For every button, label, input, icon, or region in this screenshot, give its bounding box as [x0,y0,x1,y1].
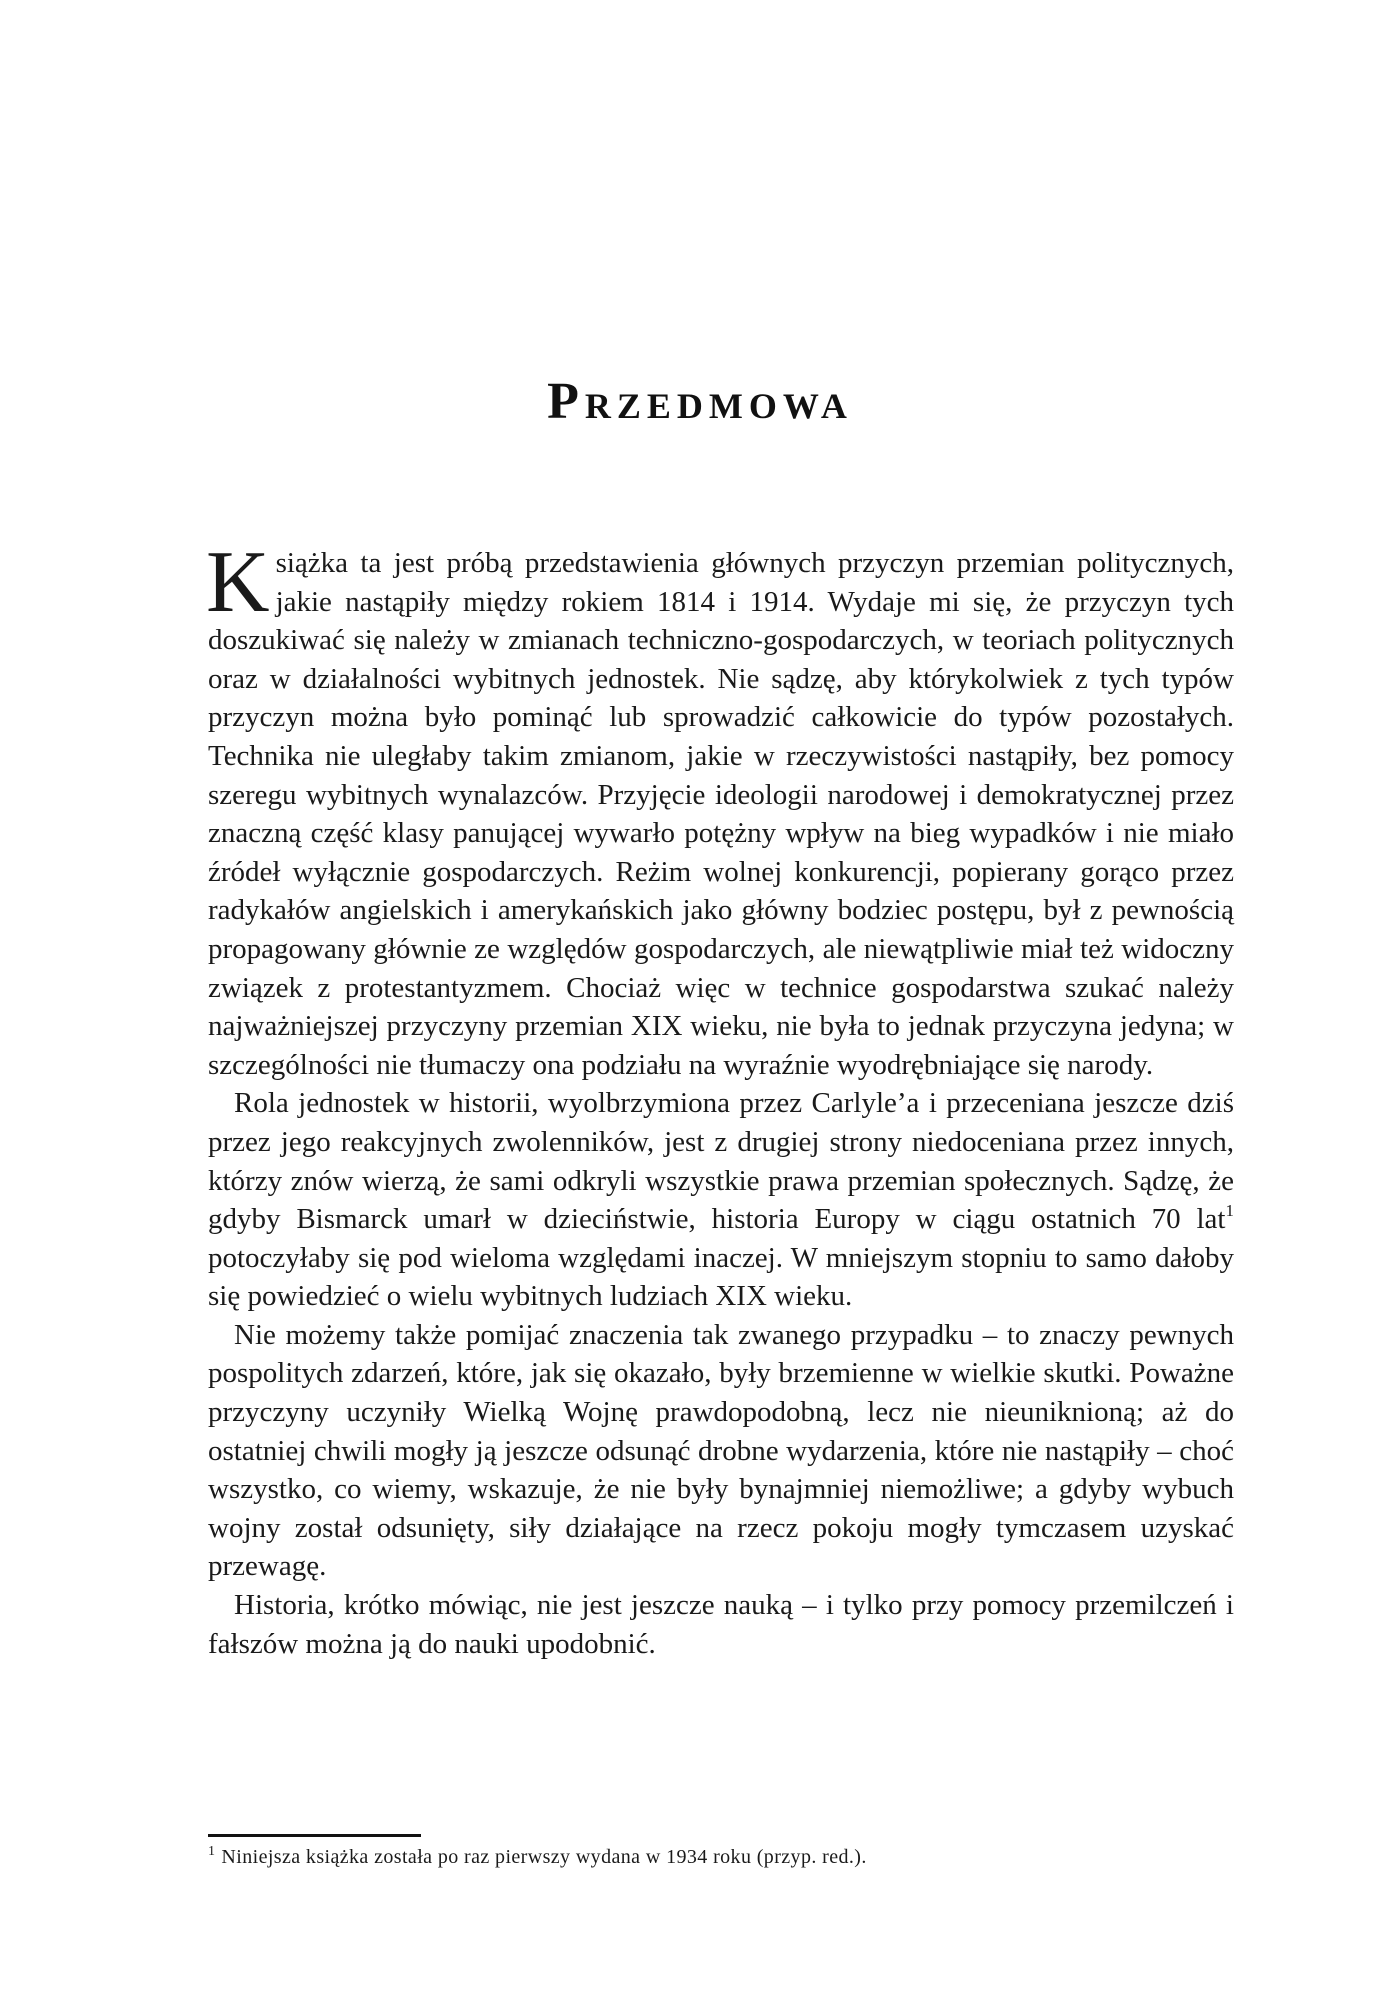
paragraph-2-text-after-note: potoczyłaby się pod wieloma względami inaczej. W mniejszym stopniu to samo dałoby się powiedzieć o wielu wybitnych ludziach XIX wieku. [208,1241,1234,1313]
footnote [208,1843,1234,1871]
drop-cap-letter: K [206,534,270,631]
chapter-body [206,534,1234,1663]
paragraph-2 [208,1084,1234,1316]
paragraph-1 [206,534,1234,1084]
footnote-divider [208,1834,421,1837]
paragraph-1-text: siążka ta jest próbą przedstawienia głównych przyczyn przemian politycznych, jakie nastąpiły między rokiem 1814 i 1914. Wydaje mi się, że przyczyn tych doszukiwać się należy w zmianach techniczno-gospodarczych, w teoriach politycznych oraz w działalności wybitnych jednostek. Nie sądzę, aby którykolwiek z tych typów przyczyn można było pominąć lub sprowadzić całkowicie do typów pozostałych. Technika nie uległaby takim zmianom, jakie w rzeczywistości nastąpiły, bez pomocy szeregu wybitnych wynalazców. Przyjęcie ideologii narodowej i demokratycznej przez znaczną część klasy panującej wywarło potężny wpływ na bieg wypadków i nie miało źródeł wyłącznie gospodarczych. Reżim wolnej konkurencji, popierany gorąco przez radykałów angielskich i amerykańskich jako główny bodziec postępu, był z pewnością propagowany głównie ze względów gospodarczych, ale niewątpliwie miał też widoczny związek z protestantyzmem. Chociaż więc w technice gospodarstwa szukać należy najważniejszej przyczyny przemian XIX wieku, nie była to jednak przyczyna jedyna; w szczególności nie tłumaczy ona podziału na wyraźnie wyodrębniające się narody. [208,547,1234,1081]
footnote-mark: 1 [208,1844,216,1859]
chapter-title: Przedmowa [547,373,853,430]
footnote-reference: 1 [1225,1201,1234,1221]
paragraph-4: Historia, krótko mówiąc, nie jest jeszcze nauką – i tylko przy pomocy przemilczeń i fałszów można ją do nauki upodobnić. [208,1589,1234,1660]
paragraph-3: Nie możemy także pomijać znaczenia tak zwanego przypadku – to znaczy pewnych pospolitych zdarzeń, które, jak się okazało, były brzemienne w wielkie skutki. Poważne przyczyny uczyniły Wielką Wojnę prawdopodobną, lecz nie nieuniknioną; aż do ostatniej chwili mogły ją jeszcze odsunąć drobne wydarzenia, które nie nastąpiły – choć wszystko, co wiemy, wskazuje, że nie były bynajmniej niemożliwe; a gdyby wybuch wojny został odsunięty, siły działające na rzecz pokoju mogły tymczasem uzyskać przewagę. [208,1318,1234,1583]
paragraph-2-text-before-note: Rola jednostek w historii, wyolbrzymiona przez Carlyle’a i przeceniana jeszcze dziś przez jego reakcyjnych zwolenników, jest z drugiej strony niedoceniana przez innych, którzy znów wierzą, że sami odkryli wszystkie prawa przemian społecznych. Sądzę, że gdyby Bismarck umarł w dzieciństwie, historia Europy w ciągu ostatnich 70 lat [208,1087,1234,1236]
footnote-text: Niniejsza książka została po raz pierwszy wydana w 1934 roku (przyp. red.). [221,1846,867,1868]
